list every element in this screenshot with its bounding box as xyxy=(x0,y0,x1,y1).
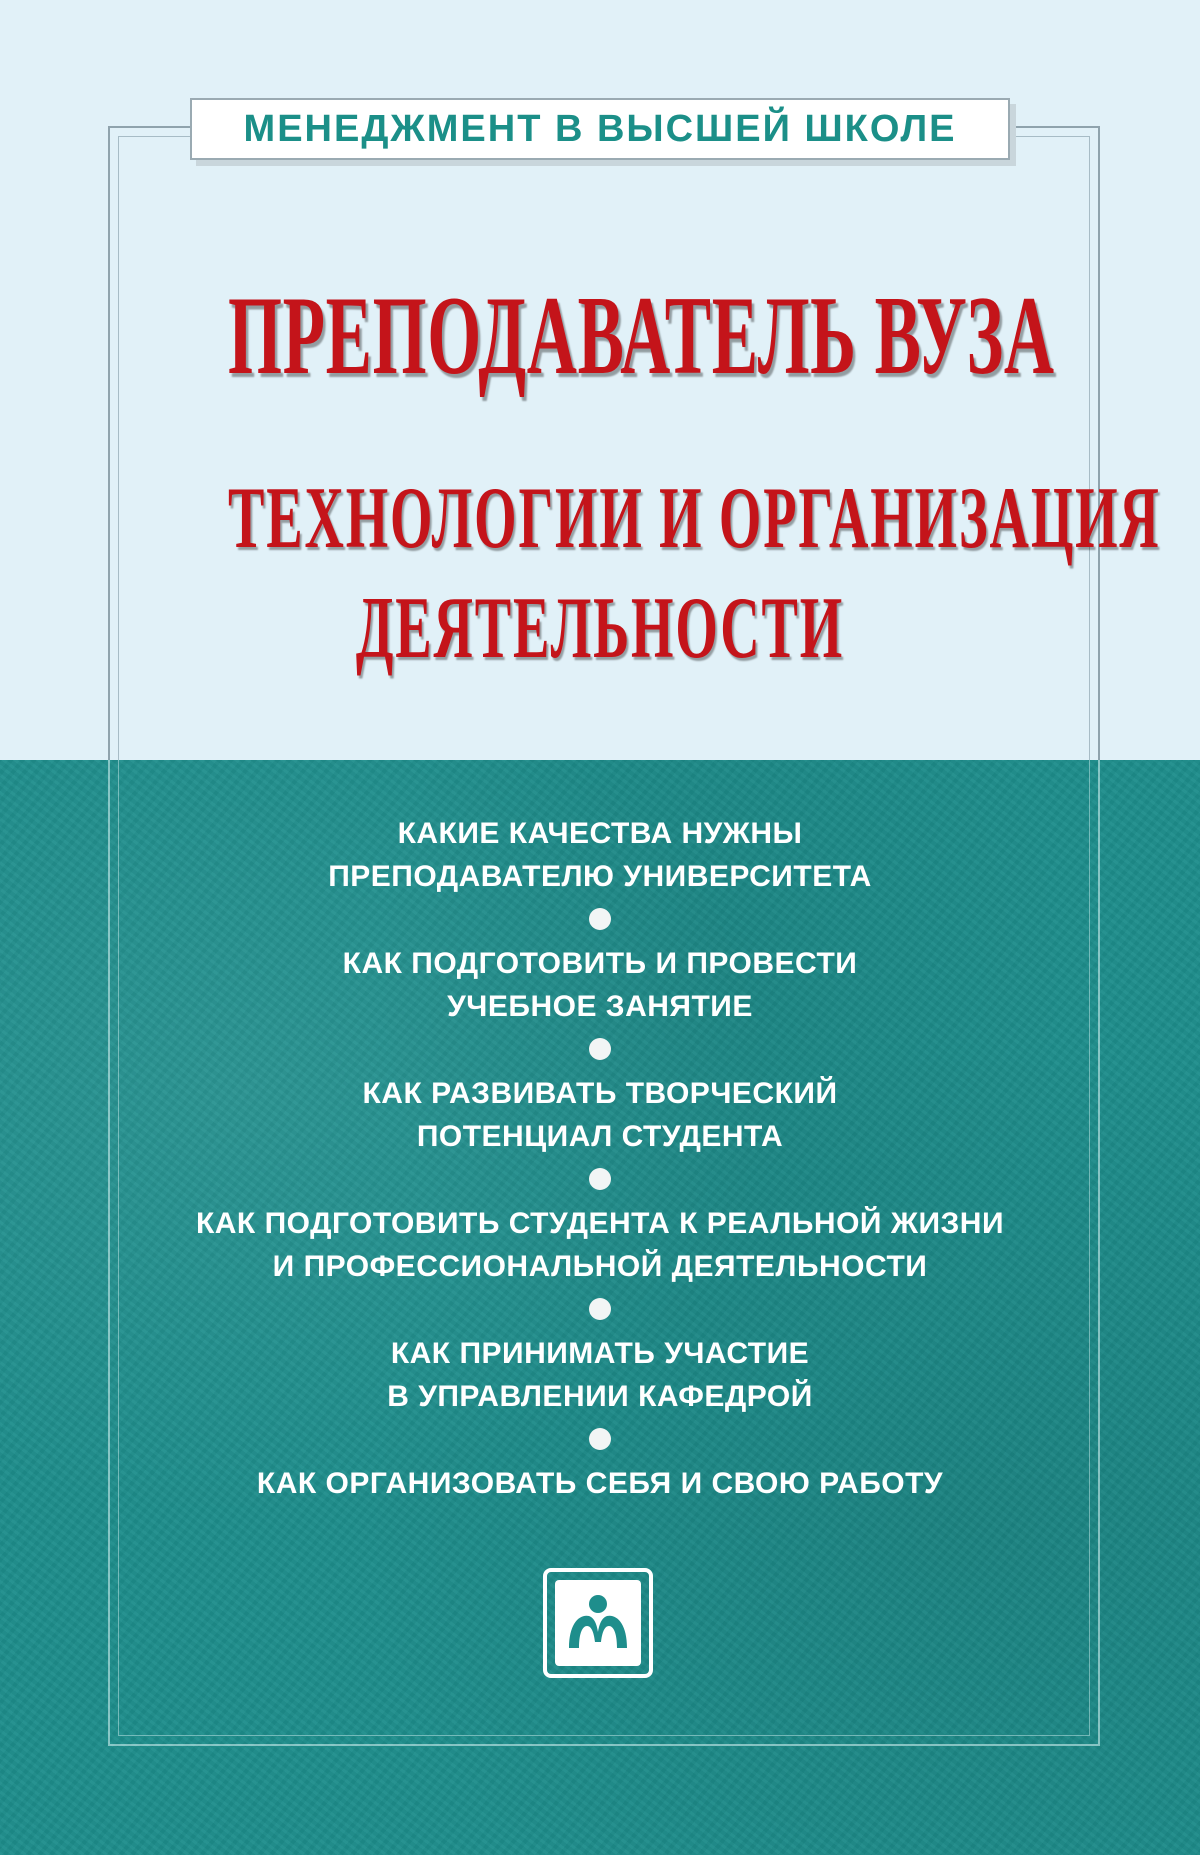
topic-item xyxy=(0,1202,1200,1288)
publisher-logo-background xyxy=(555,1580,641,1666)
topics-list xyxy=(0,812,1200,1505)
series-title: МЕНЕДЖМЕНТ В ВЫСШЕЙ ШКОЛЕ xyxy=(243,107,957,150)
topic-line: КАКИЕ КАЧЕСТВА НУЖНЫ xyxy=(397,817,803,850)
bullet-dot-icon xyxy=(589,1038,611,1060)
publisher-logo-icon xyxy=(543,1568,653,1678)
topic-line: КАК ПРИНИМАТЬ УЧАСТИЕ xyxy=(390,1337,810,1370)
topic-item xyxy=(0,812,1200,898)
topic-line: КАК РАЗВИВАТЬ ТВОРЧЕСКИЙ xyxy=(362,1077,838,1110)
bullet-dot-icon xyxy=(589,1428,611,1450)
bullet-dot-icon xyxy=(589,1168,611,1190)
topic-item xyxy=(0,1462,1200,1505)
topic-item xyxy=(0,1072,1200,1158)
topic-line: КАК ПОДГОТОВИТЬ И ПРОВЕСТИ xyxy=(342,947,858,980)
topic-line: ПРЕПОДАВАТЕЛЮ УНИВЕРСИТЕТА xyxy=(328,860,872,893)
bullet-dot-icon xyxy=(589,1298,611,1320)
topic-item xyxy=(0,942,1200,1028)
publisher-logo-mark-icon xyxy=(555,1580,641,1666)
topic-line: КАК ПОДГОТОВИТЬ СТУДЕНТА К РЕАЛЬНОЙ ЖИЗНИ xyxy=(195,1207,1005,1240)
topic-line: КАК ОРГАНИЗОВАТЬ СЕБЯ И СВОЮ РАБОТУ xyxy=(256,1467,944,1500)
topic-item xyxy=(0,1332,1200,1418)
topic-line: В УПРАВЛЕНИИ КАФЕДРОЙ xyxy=(387,1380,813,1413)
series-label-box xyxy=(190,98,1010,160)
book-subtitle-line-1: ТЕХНОЛОГИИ И ОРГАНИЗАЦИЯ xyxy=(228,470,1161,567)
topic-line: УЧЕБНОЕ ЗАНЯТИЕ xyxy=(447,990,753,1023)
book-subtitle-line-2: ДЕЯТЕЛЬНОСТИ xyxy=(355,580,845,677)
bullet-dot-icon xyxy=(589,908,611,930)
topic-line: И ПРОФЕССИОНАЛЬНОЙ ДЕЯТЕЛЬНОСТИ xyxy=(272,1250,928,1283)
book-title: ПРЕПОДАВАТЕЛЬ ВУЗА xyxy=(228,274,1055,398)
topic-line: ПОТЕНЦИАЛ СТУДЕНТА xyxy=(416,1120,784,1153)
